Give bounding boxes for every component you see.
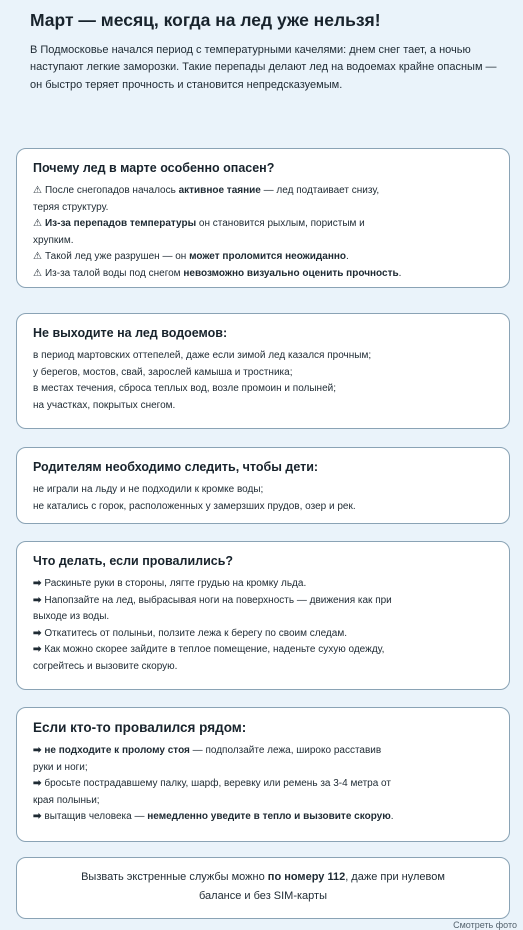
- arrow-right-icon: ➡: [33, 745, 42, 756]
- list-item: ➡ Откатитесь от полыньи, ползите лежа к берегу по своим следам.: [33, 627, 347, 639]
- list-item: ⚠ Из-за перепадов температуры он становится рыхлым, пористым и: [33, 218, 365, 230]
- list-item: ➡ Раскиньте руки в стороны, лягте грудью на кромку льда.: [33, 578, 307, 589]
- list-item: ➡ Напопзайте на лед, выбрасывая ноги на поверхность — движения как при: [33, 594, 392, 606]
- emergency-text-line: балансе и без SIM-карты: [198, 890, 327, 902]
- list-item-continuation: руки и ноги;: [33, 761, 88, 773]
- card-parents: [16, 447, 510, 524]
- list-item: ⚠ Из-за талой воды под снегом невозможно визуально оценить прочность.: [33, 267, 402, 279]
- card-title: Почему лед в марте особенно опасен?: [33, 161, 275, 175]
- card-why-dangerous: [16, 148, 510, 288]
- arrow-right-icon: ➡: [33, 644, 42, 656]
- warning-icon: ⚠: [33, 185, 42, 196]
- warning-icon: ⚠: [33, 267, 42, 279]
- arrow-right-icon: ➡: [33, 811, 42, 823]
- arrow-right-icon: ➡: [33, 578, 42, 589]
- card-someone-fell: [16, 707, 510, 842]
- list-item: ➡ не подходите к пролому стоя — подползайте лежа, широко расставив: [33, 745, 382, 756]
- card-title: Если кто-то провалился рядом:: [33, 720, 247, 735]
- page-title: Март — месяц, когда на лед уже нельзя!: [30, 10, 381, 30]
- intro-text: В Подмосковье начался период с температурными качелями: днем снег тает, а ночью наступают легкие заморозки. Такие перепады делают лед на водоемах крайне опасным — он быстро теряет прочность и становится непредсказуемым.: [30, 43, 497, 91]
- list-item: ➡ бросьте пострадавшему палку, шарф, веревку или ремень за 3-4 метра от: [33, 778, 391, 790]
- list-item-continuation: согрейтесь и вызовите скорую.: [33, 660, 178, 672]
- list-item: у берегов, мостов, свай, зарослей камыша и тростника;: [33, 366, 293, 378]
- list-item: в период мартовских оттепелей, даже если зимой лед казался прочным;: [33, 350, 372, 361]
- card-title: Не выходите на лед водоемов:: [33, 326, 228, 340]
- list-item: в местах течения, сброса теплых вод, возле промоин и полыней;: [33, 383, 337, 395]
- list-item-continuation: края полыньи;: [33, 794, 100, 806]
- view-photo-link[interactable]: Смотреть фото: [453, 920, 517, 930]
- emergency-text-line: Вызвать экстренные службы можно по номеру 112, даже при нулевом: [81, 871, 445, 883]
- arrow-right-icon: ➡: [33, 778, 42, 790]
- intro-section: [12, 10, 511, 94]
- card-dont-go-on-ice: [16, 313, 510, 429]
- warning-icon: ⚠: [33, 251, 42, 263]
- list-item-continuation: хрупким.: [33, 234, 74, 246]
- card-emergency-number: [16, 857, 510, 919]
- list-item: ⚠ Такой лед уже разрушен — он может проломится неожиданно.: [33, 251, 349, 263]
- arrow-right-icon: ➡: [33, 594, 42, 606]
- list-item-continuation: теряя структуру.: [33, 201, 109, 213]
- list-item: на участках, покрытых снегом.: [33, 399, 176, 411]
- list-item: ➡ вытащив человека — немедленно уведите в тепло и вызовите скорую.: [33, 811, 394, 823]
- warning-icon: ⚠: [33, 218, 42, 230]
- list-item: ➡ Как можно скорее зайдите в теплое помещение, наденьте сухую одежду,: [33, 644, 385, 656]
- list-item-continuation: выходе из воды.: [33, 611, 110, 623]
- arrow-right-icon: ➡: [33, 627, 42, 639]
- card-title: Что делать, если провалились?: [33, 554, 234, 568]
- card-title: Родителям необходимо следить, чтобы дети:: [33, 460, 319, 474]
- card-if-fell-through: [16, 541, 510, 690]
- list-item: не играли на льду и не подходили к кромке воды;: [33, 484, 264, 495]
- list-item: ⚠ После снегопадов началось активное таяние — лед подтаивает снизу,: [33, 185, 380, 196]
- list-item: не катались с горок, расположенных у замерзших прудов, озер и рек.: [33, 500, 356, 512]
